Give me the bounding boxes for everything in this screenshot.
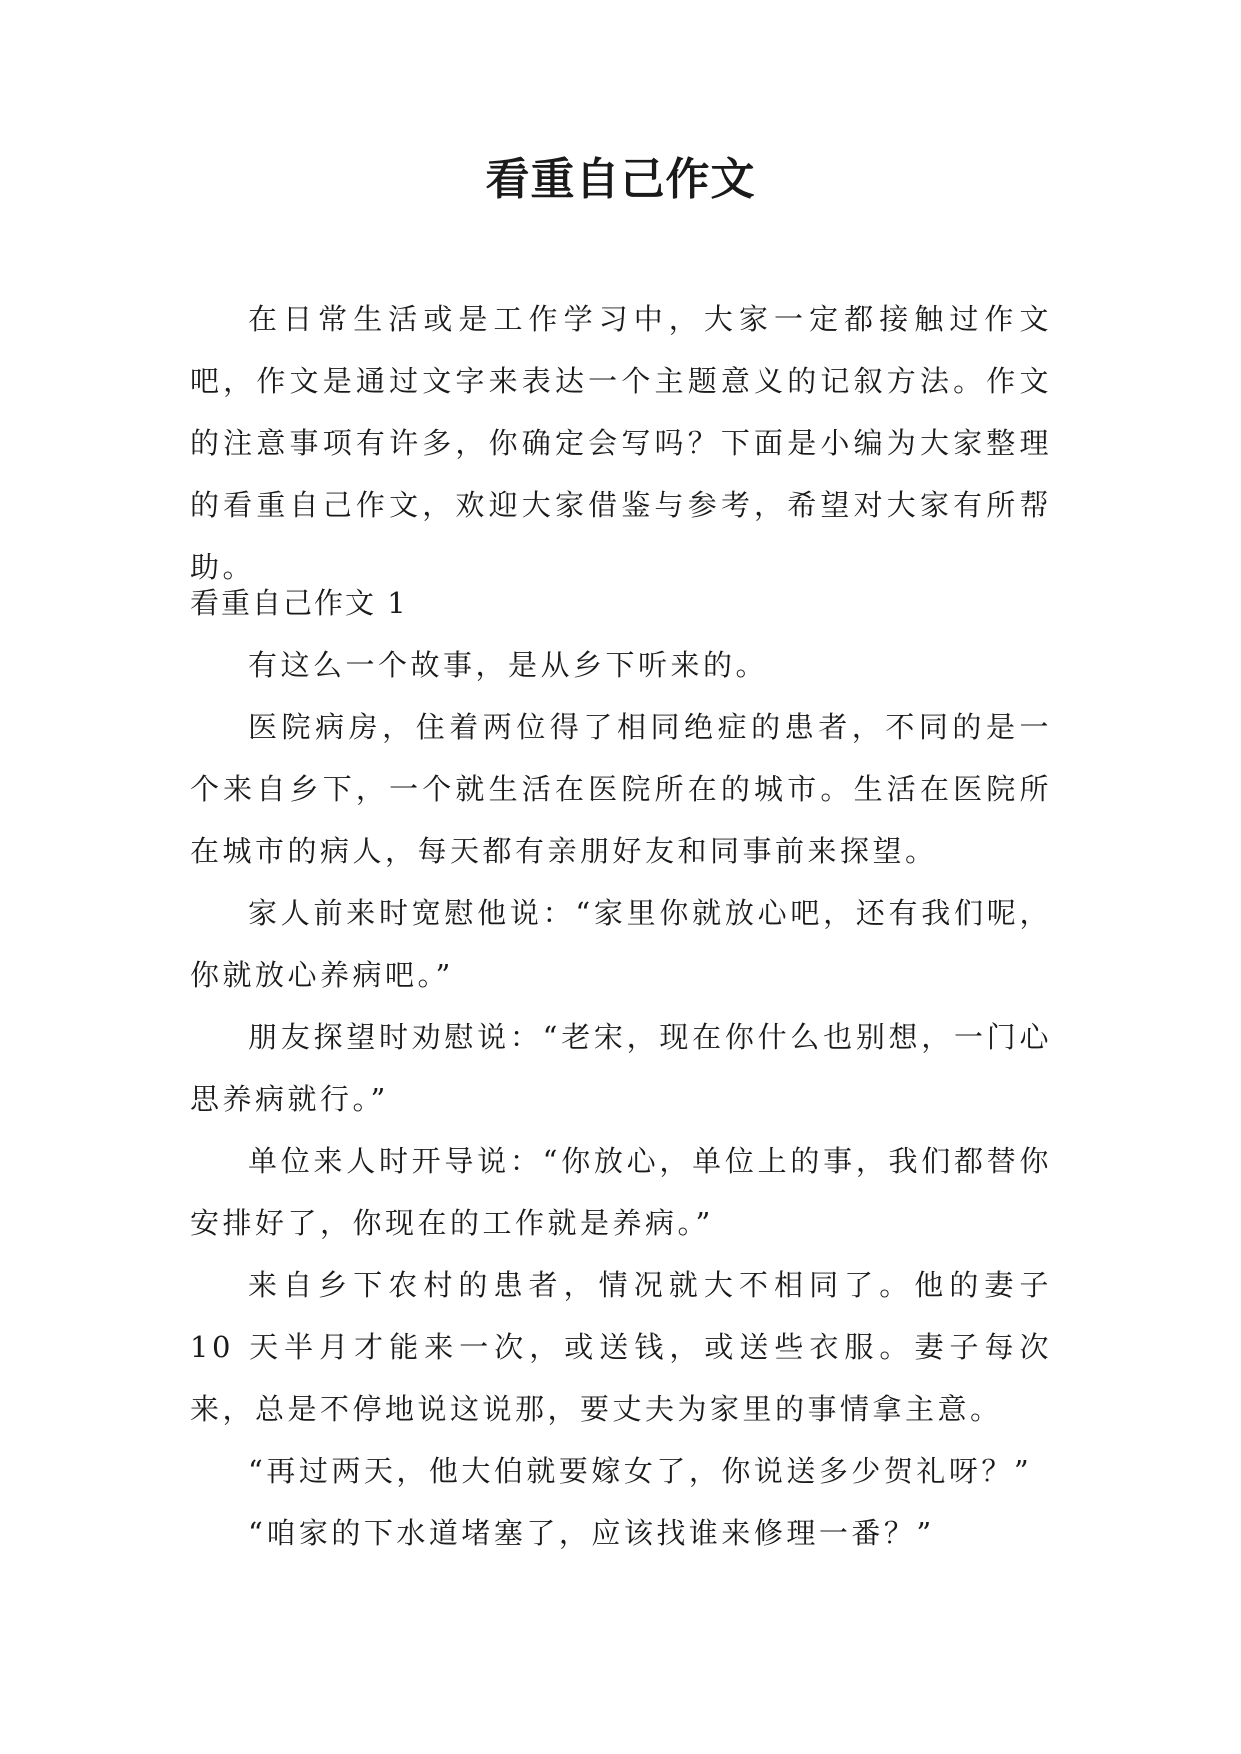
intro-paragraph: 在日常生活或是工作学习中，大家一定都接触过作文吧，作文是通过文字来表达一个主题意义的记叙方法。作文的注意事项有许多，你确定会写吗？下面是小编为大家整理的看重自己作文，欢迎大家借鉴与参考，希望对大家有所帮助。	[190, 302, 1052, 584]
section-heading: 看重自己作文 1	[190, 586, 408, 620]
essay-paragraph-4: 朋友探望时劝慰说：“老宋，现在你什么也别想，一门心思养病就行。”	[190, 1020, 1052, 1116]
essay-paragraph-5: 单位来人时开导说：“你放心，单位上的事，我们都替你安排好了，你现在的工作就是养病。”	[190, 1144, 1052, 1240]
essay-paragraph-6: 来自乡下农村的患者，情况就大不相同了。他的妻子 10 天半月才能来一次，或送钱，或送些衣服。妻子每次来，总是不停地说这说那，要丈夫为家里的事情拿主意。	[190, 1268, 1052, 1426]
essay-paragraph-3: 家人前来时宽慰他说：“家里你就放心吧，还有我们呢，你就放心养病吧。”	[190, 896, 1052, 992]
essay-paragraph-1: 有这么一个故事，是从乡下听来的。	[248, 648, 769, 682]
essay-paragraph-2: 医院病房，住着两位得了相同绝症的患者，不同的是一个来自乡下，一个就生活在医院所在的城市。生活在医院所在城市的病人，每天都有亲朋好友和同事前来探望。	[190, 710, 1052, 868]
essay-section	[190, 572, 1052, 1564]
intro-section	[190, 288, 1052, 598]
document-title: 看重自己作文	[485, 154, 756, 205]
essay-paragraph-7: “再过两天，他大伯就要嫁女了，你说送多少贺礼呀？”	[248, 1454, 1033, 1488]
essay-paragraph-8: “咱家的下水道堵塞了，应该找谁来修理一番？”	[248, 1516, 935, 1550]
